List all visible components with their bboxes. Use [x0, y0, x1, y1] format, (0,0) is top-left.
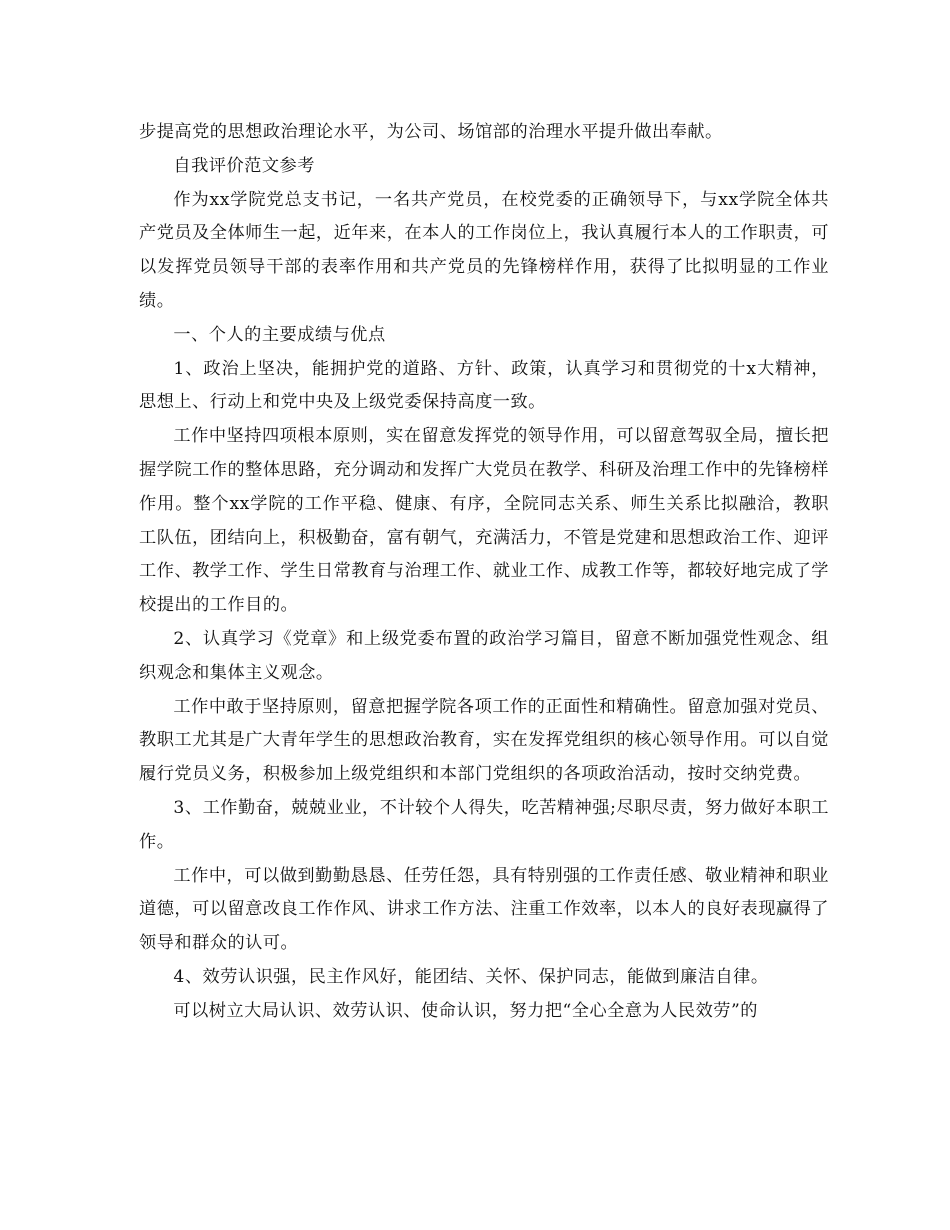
paragraph-point-1: 1、政治上坚决，能拥护党的道路、方针、政策，认真学习和贯彻党的十x大精神，思想上、行动上和党中央及上级党委保持高度一致。: [139, 358, 829, 413]
paragraph-point-2: 2、认真学习《党章》和上级党委布置的政治学习篇目，留意不断加强党性观念、组织观念和集体主义观念。: [139, 628, 829, 683]
paragraph-intro: 作为xx学院党总支书记，一名共产党员，在校党委的正确领导下，与xx学院全体共产党员及全体师生一起，近年来，在本人的工作岗位上，我认真履行本人的工作职责，可以发挥党员领导干部的表率作用和共产党员的先锋榜样作用，获得了比拟明显的工作业绩。: [139, 189, 829, 311]
paragraph-point-1-detail: 工作中坚持四项根本原则，实在留意发挥党的领导作用，可以留意驾驭全局，擅长把握学院工作的整体思路，充分调动和发挥广大党员在教学、科研及治理工作中的先锋榜样作用。整个xx学院的工作平稳、健康、有序，全院同志关系、师生关系比拟融洽，教职工队伍，团结向上，积极勤奋，富有朝气，充满活力，不管是党建和思想政治工作、迎评工作、教学工作、学生日常教育与治理工作、就业工作、成教工作等，都较好地完成了学校提出的工作目的。: [139, 426, 829, 616]
paragraph-point-4-detail: 可以树立大局认识、效劳认识、使命认识，努力把“全心全意为人民效劳”的: [173, 1000, 758, 1021]
paragraph-point-2-detail: 工作中敢于坚持原则，留意把握学院各项工作的正面性和精确性。留意加强对党员、教职工尤其是广大青年学生的思想政治教育，实在发挥党组织的核心领导作用。可以自觉履行党员义务，积极参加上级党组织和本部门党组织的各项政治活动，按时交纳党费。: [139, 696, 829, 785]
section-heading-self-evaluation: 自我评价范文参考: [173, 155, 315, 176]
section-heading-achievements: 一、个人的主要成绩与优点: [173, 324, 386, 345]
document-body: [139, 116, 829, 1029]
paragraph-continuation: 步提高党的思想政治理论水平，为公司、场馆部的治理水平提升做出奉献。: [139, 122, 723, 142]
paragraph-point-4: 4、效劳认识强，民主作风好，能团结、关怀、保护同志，能做到廉洁自律。: [173, 966, 769, 987]
paragraph-point-3: 3、工作勤奋，兢兢业业，不计较个人得失，吃苦精神强;尽职尽责，努力做好本职工作。: [139, 797, 829, 852]
paragraph-point-3-detail: 工作中，可以做到勤勤恳恳、任劳任怨，具有特别强的工作责任感、敬业精神和职业道德，可以留意改良工作作风、讲求工作方法、注重工作效率，以本人的良好表现赢得了领导和群众的认可。: [139, 865, 829, 954]
